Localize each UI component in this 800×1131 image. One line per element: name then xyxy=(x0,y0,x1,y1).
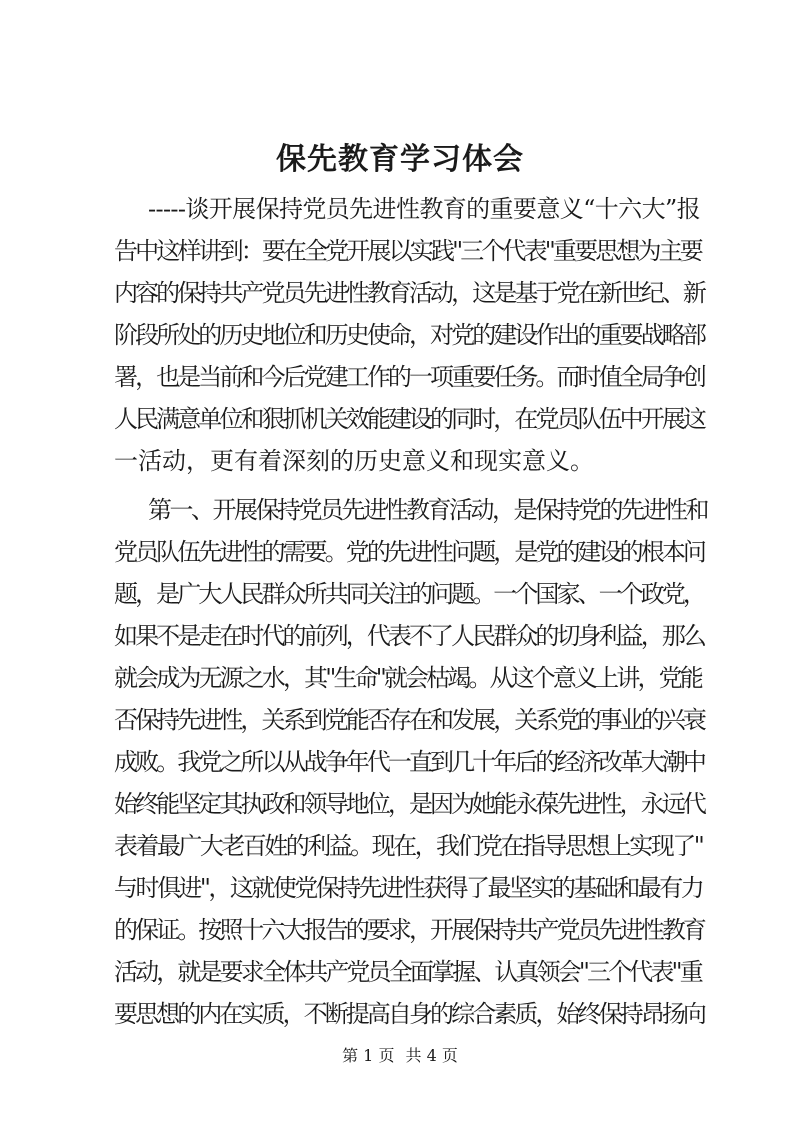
paragraph-1 xyxy=(114,188,704,482)
text-line: 题，是广大人民群众所共同关注的问题。一个国家、一个政党， xyxy=(114,580,704,608)
text-line: 内容的保持共产党员先进性教育活动，这是基于党在新世纪、新 xyxy=(114,279,704,307)
text-line: 党员队伍先进性的需要。党的先进性问题，是党的建设的根本问 xyxy=(114,538,704,566)
text-line: 如果不是走在时代的前列，代表不了人民群众的切身利益，那么 xyxy=(114,622,704,650)
document-body xyxy=(114,188,707,1035)
text-line: 一活动，更有着深刻的历史意义和现实意义。 xyxy=(114,447,594,475)
text-line: 人民满意单位和狠抓机关效能建设的同时，在党员队伍中开展这 xyxy=(114,405,704,433)
text-line: 表着最广大老百姓的利益。现在，我们党在指导思想上实现了" xyxy=(114,832,703,860)
page-number: 第 1 页 xyxy=(342,1046,395,1065)
text-line: 的保证。按照十六大报告的要求，开展保持共产党员先进性教育 xyxy=(114,916,704,944)
paragraph-2 xyxy=(114,489,707,1035)
text-line: 就会成为无源之水，其"生命"就会枯竭。从这个意义上讲，党能 xyxy=(114,664,701,692)
text-line: 要思想的内在实质，不断提高自身的综合素质，始终保持昂扬向 xyxy=(114,1000,704,1028)
text-line: 始终能坚定其执政和领导地位，是因为她能永葆先进性，永远代 xyxy=(114,790,704,818)
page-footer xyxy=(0,1046,800,1066)
text-line: 否保持先进性，关系到党能否存在和发展，关系党的事业的兴衰 xyxy=(114,706,704,734)
text-line: -----谈开展保持党员先进性教育的重要意义“十六大”报 xyxy=(148,195,700,223)
text-line: 阶段所处的历史地位和历史使命，对党的建设作出的重要战略部 xyxy=(114,321,704,349)
text-line: 成败。我党之所以从战争年代一直到几十年后的经济改革大潮中 xyxy=(114,748,704,776)
text-line: 活动，就是要求全体共产党员全面掌握、认真领会"三个代表"重 xyxy=(114,958,701,986)
text-line: 署，也是当前和今后党建工作的一项重要任务。而时值全局争创 xyxy=(114,363,704,391)
page-total: 共 4 页 xyxy=(405,1046,458,1065)
paragraph-gap xyxy=(114,482,700,489)
text-line: 第一、开展保持党员先进性教育活动，是保持党的先进性和 xyxy=(148,496,707,524)
text-line: 告中这样讲到：要在全党开展以实践"三个代表"重要思想为主要 xyxy=(114,237,701,265)
text-line: 与时俱进"，这就使党保持先进性获得了最坚实的基础和最有力 xyxy=(114,874,703,902)
document-title: 保先教育学习体会 xyxy=(276,142,524,177)
